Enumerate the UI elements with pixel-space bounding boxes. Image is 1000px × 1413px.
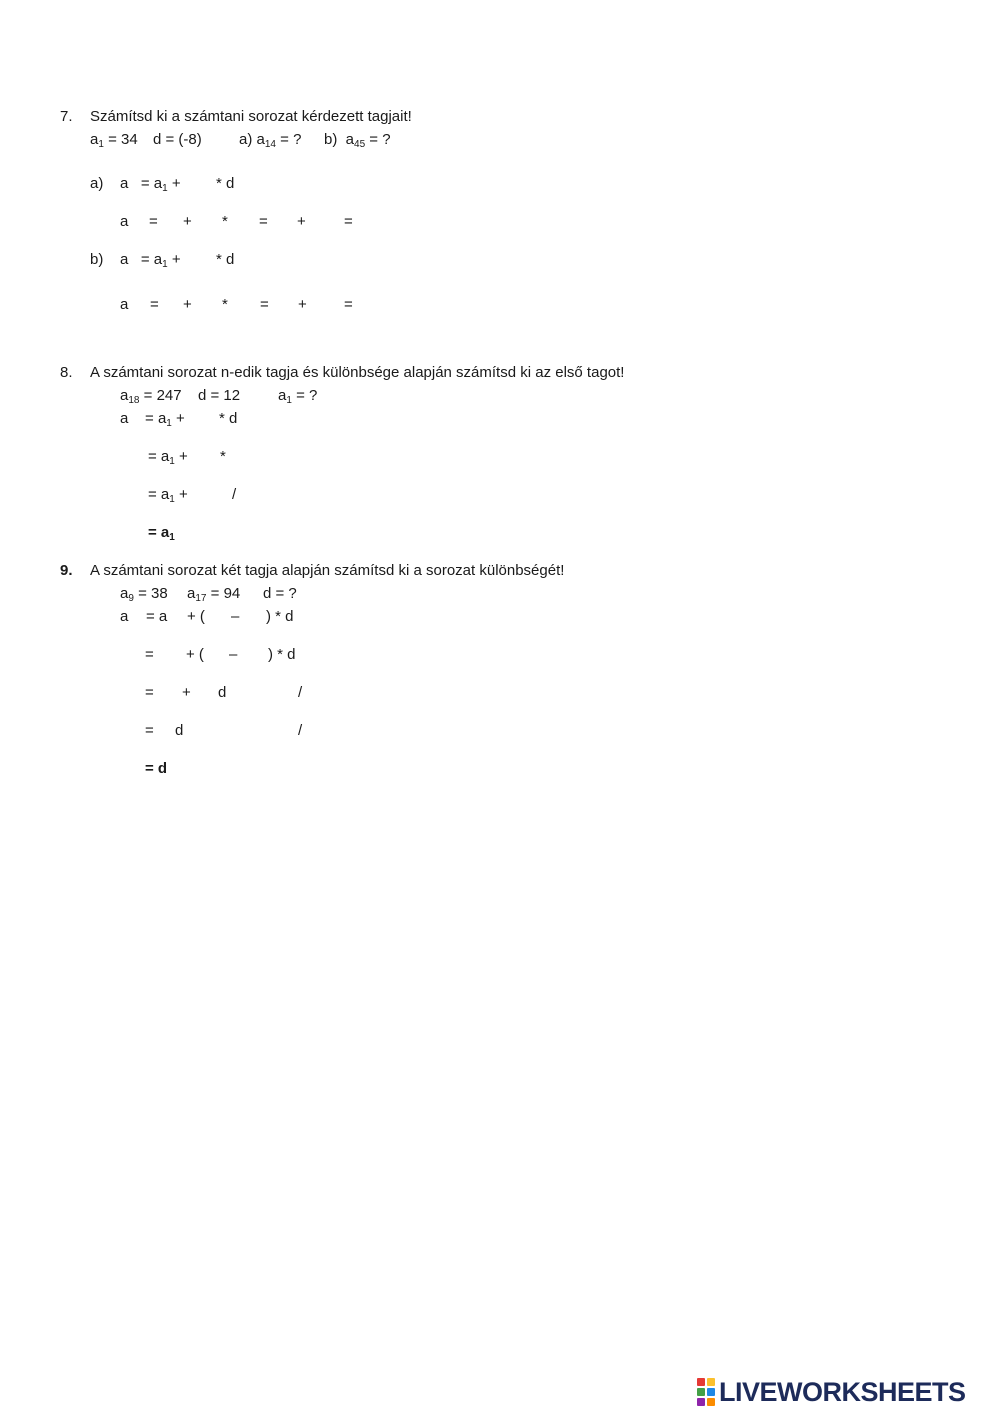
- q9-line4-d: d: [175, 722, 184, 739]
- q9-given-a17: $a_{17} = 94$: [187, 585, 241, 604]
- logo-square: [697, 1378, 705, 1386]
- logo-grid-icon: [697, 1378, 715, 1406]
- q7-a-line2-eq3: =: [344, 213, 353, 230]
- logo-square: [697, 1398, 705, 1406]
- logo-square: [697, 1388, 705, 1396]
- q9-line4-eq: =: [145, 722, 154, 739]
- q9-line2-minus: –: [229, 646, 238, 663]
- q8-given-d: d = 12: [198, 387, 241, 404]
- q7-number: 7.: [60, 108, 73, 125]
- q7-given-qa: a) $a_{14}$ = ?: [239, 131, 302, 150]
- q7-b-line2-star: *: [222, 296, 228, 313]
- q9-line4-slash: /: [298, 722, 303, 739]
- q7-a-line2-plus1: +: [183, 213, 192, 230]
- q9-line3-slash: /: [298, 684, 303, 701]
- logo-square: [707, 1388, 715, 1396]
- q9-line1-a: a: [120, 608, 129, 625]
- q9-result: = d: [145, 760, 168, 777]
- q7-given-d: d = (-8): [153, 131, 202, 148]
- q7-a-formula-rest: * d: [216, 175, 235, 192]
- liveworksheets-logo: [697, 1377, 966, 1407]
- q7-title: Számítsd ki a számtani sorozat kérdezett tagjait!: [90, 108, 412, 125]
- q7-b-line2-eq2: =: [260, 296, 269, 313]
- q7-a-line2-a: a: [120, 213, 129, 230]
- q9-title: A számtani sorozat két tagja alapján számítsd ki a sorozat különbségét!: [90, 562, 565, 579]
- q8-step3: = $a_1$ +: [148, 486, 188, 505]
- q7-b-line2-eq1: =: [150, 296, 159, 313]
- q9-line3-d: d: [218, 684, 227, 701]
- q7-given-qb: b) $a_{45}$ = ?: [324, 131, 391, 150]
- q7-b-formula-rest: * d: [216, 251, 235, 268]
- q8-given-a18: $a_{18} = 247$: [120, 387, 182, 406]
- logo-text: LIVEWORKSHEETS: [719, 1376, 966, 1407]
- q7-b-label: b): [90, 251, 104, 268]
- q7-a-line2-star: *: [222, 213, 228, 230]
- q8-step2-star: *: [220, 448, 226, 465]
- q8-title: A számtani sorozat n-edik tagja és különbsége alapján számítsd ki az első tagot!: [90, 364, 625, 381]
- q8-result: = $a_1$: [148, 524, 175, 543]
- logo-square: [707, 1398, 715, 1406]
- q8-step1: a = $a_1$ +: [120, 410, 185, 429]
- q9-line1-close: ) * d: [266, 608, 294, 625]
- q7-given-a1: $a_1 = 34$: [90, 131, 138, 150]
- q9-line3-plus: +: [182, 684, 191, 701]
- q9-given-d: d = ?: [263, 585, 297, 602]
- q7-a-line2-eq2: =: [259, 213, 268, 230]
- q7-b-line2-a: a: [120, 296, 129, 313]
- logo-square: [707, 1378, 715, 1386]
- q8-number: 8.: [60, 364, 73, 381]
- q7-b-line2-plus2: +: [298, 296, 307, 313]
- q9-given-a9: $a_9 = 38$: [120, 585, 168, 604]
- q7-b-line2-eq3: =: [344, 296, 353, 313]
- q8-step3-slash: /: [232, 486, 237, 503]
- q9-line2-eq: =: [145, 646, 154, 663]
- q8-step1-rest: * d: [219, 410, 238, 427]
- q9-line1-eq: = a: [146, 608, 168, 625]
- q8-given-a1: $a_1$ = ?: [278, 387, 318, 406]
- q7-a-label: a): [90, 175, 104, 192]
- q7-a-line2-eq1: =: [149, 213, 158, 230]
- q7-b-formula: $a = a_1$ +: [120, 251, 181, 270]
- q9-line2-close: ) * d: [268, 646, 296, 663]
- q9-number: 9.: [60, 562, 73, 579]
- q7-b-line2-plus1: +: [183, 296, 192, 313]
- q9-line1-paren: + (: [187, 608, 205, 625]
- q8-step2: = $a_1$ +: [148, 448, 188, 467]
- q9-line1-minus: –: [231, 608, 240, 625]
- q9-line2-paren: + (: [186, 646, 204, 663]
- q7-a-line2-plus2: +: [297, 213, 306, 230]
- q7-a-formula: $a = a_1$ +: [120, 175, 181, 194]
- q9-line3-eq: =: [145, 684, 154, 701]
